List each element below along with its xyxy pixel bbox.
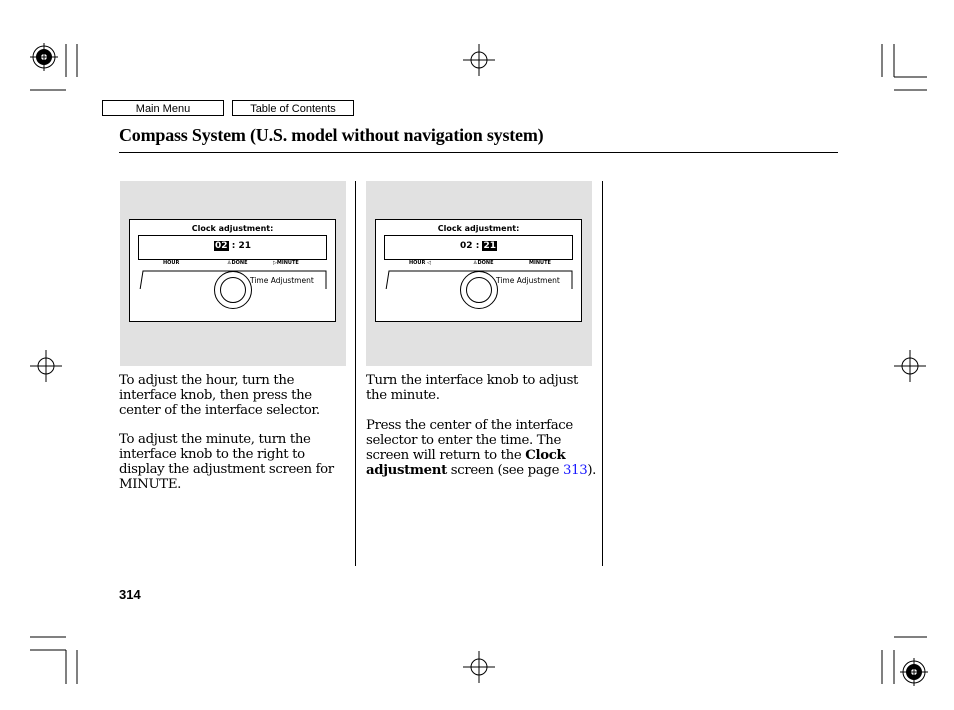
clock-screen-right [375,219,582,322]
knob-label: Time Adjustment [250,276,314,285]
interface-knob [214,271,252,309]
label-hour: HOUR [163,260,180,266]
left-paragraph-2: To adjust the minute, turn the interface knob to the right to display the adjustment screen for MINUTE. [119,432,334,492]
page-313-link[interactable]: 313 [563,463,588,478]
hour-label-group [409,260,431,266]
right-arrow-icon: ▷ [273,260,277,266]
person-icon: ♙ [227,260,232,266]
time-display [384,235,573,260]
minute-value-selected: 21 [483,241,496,251]
hour-value-selected: 02 [215,241,228,251]
main-menu-button[interactable]: Main Menu [102,100,224,116]
time-separator: : [231,241,236,251]
label-minute: MINUTE [276,260,299,266]
page-title: Compass System (U.S. model without navigation system) [119,125,544,145]
hour-value: 02 [460,241,473,251]
time-display [138,235,327,260]
done-label-group [227,260,248,266]
label-done: DONE [231,260,248,266]
left-paragraph-1: To adjust the hour, turn the interface knob, then press the center of the interface selector. [119,373,320,418]
right-paragraph-2 [366,418,598,478]
column-divider-right [602,181,603,566]
clock-adjustment-bold: Clock adjustment [366,448,566,478]
knob-label: Time Adjustment [496,276,560,285]
screen-title: Clock adjustment: [191,224,274,233]
clock-screen-left [129,219,336,322]
person-icon: ♙ [473,260,478,266]
column-divider-left [355,181,356,566]
done-label-group [473,260,494,266]
p2-text-start: Press the center of the interface selector to enter the time. The screen will return to the [366,418,573,463]
screen-title: Clock adjustment: [437,224,520,233]
figure-minute-adjust [366,181,592,366]
title-rule [119,152,838,153]
figure-hour-adjust [120,181,346,366]
interface-knob [460,271,498,309]
p2-text-mid: screen (see page [450,463,560,478]
time-separator: : [475,241,480,251]
right-paragraph-1: Turn the interface knob to adjust the minute. [366,373,579,403]
page-number: 314 [119,587,141,602]
label-minute: MINUTE [529,260,551,266]
p2-text-end: ). [587,463,597,478]
table-of-contents-button[interactable]: Table of Contents [232,100,354,116]
label-done: DONE [477,260,494,266]
label-hour: HOUR [409,260,426,266]
minute-value: 21 [238,241,251,251]
left-arrow-icon: ◁ [427,260,431,266]
minute-label-group [273,260,299,266]
